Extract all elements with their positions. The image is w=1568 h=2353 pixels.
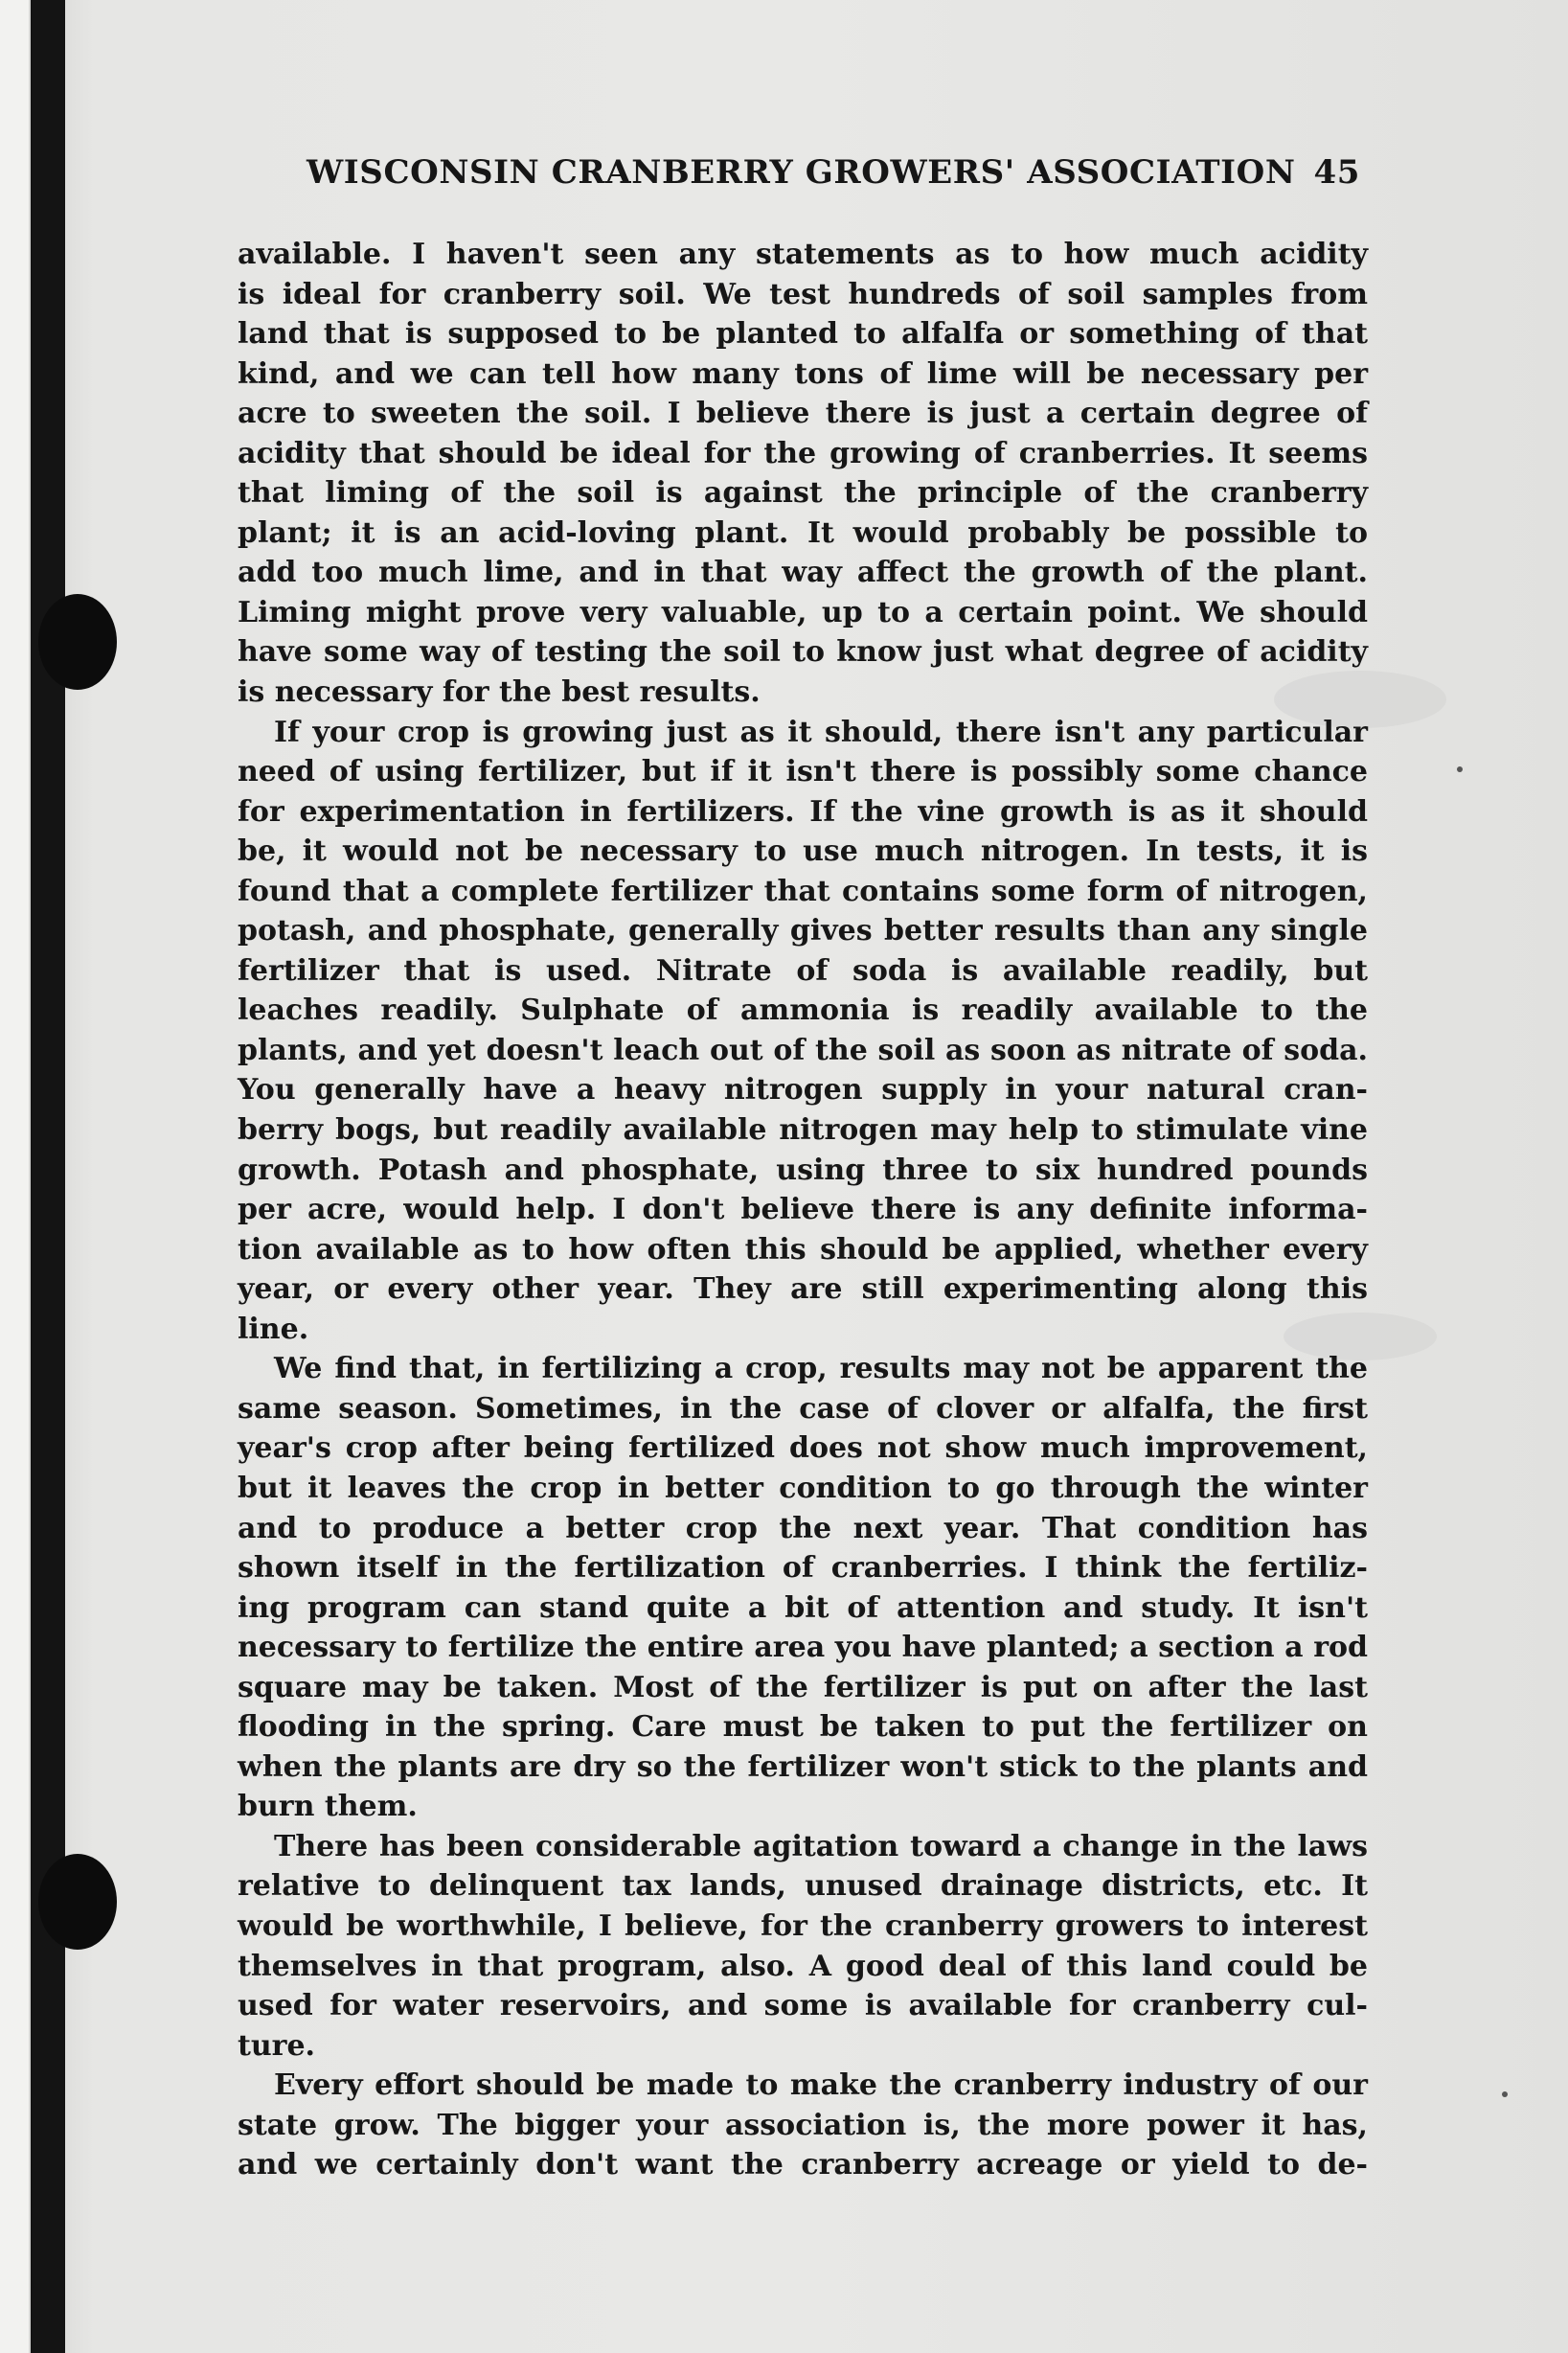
text-line: We find that, in fertilizing a crop, results may not be apparent the bbox=[274, 1352, 1368, 1386]
text-line: is ideal for cranberry soil. We test hundreds of soil samples from bbox=[238, 277, 1368, 311]
text-line: be, it would not be necessary to use much nitrogen. In tests, it is bbox=[238, 834, 1368, 869]
text-line: shown itself in the fertilization of cranberries. I think the fertiliz- bbox=[238, 1551, 1368, 1586]
page-edge bbox=[0, 0, 29, 2353]
text-line: but it leaves the crop in better condition to go through the winter bbox=[238, 1471, 1368, 1505]
text-line: state grow. The bigger your association is, the more power it has, bbox=[238, 2108, 1368, 2142]
text-line: acre to sweeten the soil. I believe there is just a certain degree of bbox=[238, 397, 1368, 431]
text-line: kind, and we can tell how many tons of lime will be necessary per bbox=[238, 356, 1368, 391]
text-line: that liming of the soil is against the principle of the cranberry bbox=[238, 476, 1368, 511]
text-line: have some way of testing the soil to know just what degree of acidity bbox=[238, 635, 1368, 670]
text-line: If your crop is growing just as it should, there isn't any particular bbox=[274, 715, 1368, 749]
text-line: line. bbox=[238, 1312, 309, 1346]
binder-hole-top bbox=[38, 594, 117, 690]
text-line: used for water reservoirs, and some is available for cranberry cul- bbox=[238, 1989, 1368, 2023]
text-line: land that is supposed to be planted to alfalfa or something of that bbox=[238, 317, 1368, 352]
text-line: There has been considerable agitation toward a change in the laws bbox=[274, 1829, 1368, 1863]
text-line: potash, and phosphate, generally gives better results than any single bbox=[238, 914, 1368, 948]
text-line: necessary to fertilize the entire area you have planted; a section a rod bbox=[238, 1631, 1368, 1665]
text-line: same season. Sometimes, in the case of clover or alfalfa, the first bbox=[238, 1391, 1368, 1426]
text-line: plant; it is an acid-loving plant. It would probably be possible to bbox=[238, 515, 1368, 550]
text-line: is necessary for the best results. bbox=[238, 675, 761, 710]
text-line: add too much lime, and in that way affect the growth of the plant. bbox=[238, 556, 1368, 590]
text-line: themselves in that program, also. A good deal of this land could be bbox=[238, 1949, 1368, 1983]
page-header bbox=[307, 153, 1360, 195]
text-line: burn them. bbox=[238, 1790, 418, 1824]
text-line: fertilizer that is used. Nitrate of soda is available readily, but bbox=[238, 953, 1368, 988]
text-line: year, or every other year. They are still experimenting along this bbox=[238, 1272, 1368, 1307]
text-line: leaches readily. Sulphate of ammonia is readily available to the bbox=[238, 994, 1368, 1028]
body-text bbox=[238, 235, 1368, 2185]
text-line: growth. Potash and phosphate, using three to six hundred pounds bbox=[238, 1153, 1368, 1187]
text-line: when the plants are dry so the fertilizer won't stick to the plants and bbox=[238, 1749, 1368, 1784]
text-line: relative to delinquent tax lands, unused drainage districts, etc. It bbox=[238, 1869, 1368, 1904]
text-line: found that a complete fertilizer that contains some form of nitrogen, bbox=[238, 874, 1368, 908]
text-line: flooding in the spring. Care must be taken to put the fertilizer on bbox=[238, 1710, 1368, 1745]
text-line: plants, and yet doesn't leach out of the soil as soon as nitrate of soda. bbox=[238, 1033, 1368, 1067]
binder-hole-bottom bbox=[38, 1854, 117, 1950]
paper-speck bbox=[1457, 766, 1463, 772]
running-title: WISCONSIN CRANBERRY GROWERS' ASSOCIATION bbox=[307, 153, 1296, 192]
text-line: and we certainly don't want the cranberry acreage or yield to de- bbox=[238, 2148, 1368, 2182]
text-line: acidity that should be ideal for the growing of cranberries. It seems bbox=[238, 436, 1368, 470]
text-line: available. I haven't seen any statements as to how much acidity bbox=[238, 238, 1368, 271]
text-line: Every effort should be made to make the cranberry industry of our bbox=[274, 2068, 1368, 2103]
text-line: square may be taken. Most of the fertilizer is put on after the last bbox=[238, 1670, 1368, 1704]
binding-strip bbox=[31, 0, 65, 2353]
text-line: You generally have a heavy nitrogen supply in your natural cran- bbox=[238, 1073, 1368, 1108]
text-line: year's crop after being fertilized does not show much improvement, bbox=[238, 1431, 1368, 1466]
text-line: would be worthwhile, I believe, for the cranberry growers to interest bbox=[238, 1908, 1368, 1943]
text-line: need of using fertilizer, but if it isn't there is possibly some chance bbox=[238, 755, 1368, 789]
text-line: ture. bbox=[238, 2028, 316, 2063]
text-line: per acre, would help. I don't believe there is any definite informa- bbox=[238, 1193, 1368, 1227]
text-line: and to produce a better crop the next year. That condition has bbox=[238, 1511, 1368, 1545]
paper-speck bbox=[1502, 2091, 1508, 2097]
text-line: Liming might prove very valuable, up to a certain point. We should bbox=[238, 595, 1368, 629]
text-line: berry bogs, but readily available nitrogen may help to stimulate vine bbox=[238, 1113, 1368, 1148]
text-line: tion available as to how often this should be applied, whether every bbox=[238, 1232, 1368, 1267]
page-number: 45 bbox=[1313, 153, 1360, 192]
text-line: for experimentation in fertilizers. If the vine growth is as it should bbox=[238, 794, 1368, 829]
text-line: ing program can stand quite a bit of attention and study. It isn't bbox=[238, 1590, 1368, 1625]
